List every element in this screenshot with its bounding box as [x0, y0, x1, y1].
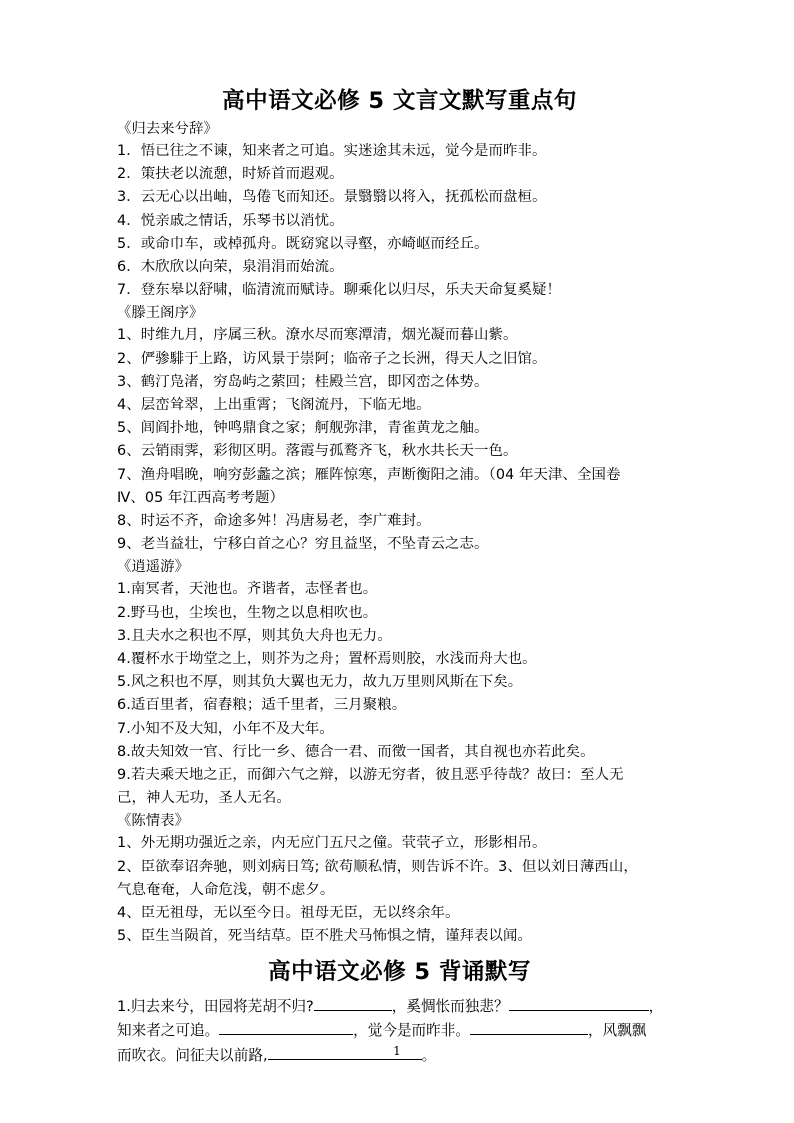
text-line: 2.野马也，尘埃也，生物之以息相吹也。: [117, 604, 378, 621]
text-line: 7.小知不及大知，小年不及大年。: [117, 720, 334, 737]
text-line: 气息奄奄，人命危浅，朝不虑夕。: [117, 881, 335, 898]
answer-blank[interactable]: [314, 995, 392, 1011]
section-heading: 《滕王阁序》: [117, 305, 204, 322]
text-line: 1、时维九月，序属三秋。潦水尽而寒潭清，烟光凝而暮山紫。: [117, 327, 518, 344]
exercise-row: [117, 995, 682, 1020]
exercise-row: [117, 1019, 682, 1044]
section-tengwanggexu: [117, 302, 682, 556]
exercise-text: ，: [648, 997, 664, 1015]
text-line: 2．策扶老以流憩，时矫首而遐观。: [117, 166, 344, 183]
exercise-title: 高中语文必修 5 背诵默写: [268, 958, 531, 985]
section-heading: 《归去来兮辞》: [117, 121, 218, 137]
text-line: 2、臣欲奉诏奔驰，则刘病日笃; 欲苟顺私情，则告诉不许。3、但以刘日薄西山，: [117, 858, 638, 875]
text-line: 5．或命巾车，或棹孤舟。既窈窕以寻壑，亦崎岖而经丘。: [117, 235, 489, 252]
text-line: 6.适百里者，宿舂粮；适千里者，三月聚粮。: [117, 697, 407, 714]
text-line: 5、臣生当陨首，死当结草。臣不胜犬马怖惧之情，谨拜表以闻。: [117, 928, 532, 945]
text-line: 1.南冥者，天池也。齐谐者，志怪者也。: [117, 581, 378, 598]
text-line: 4、层峦耸翠，上出重霄；飞阁流丹，下临无地。: [117, 397, 431, 414]
text-line: 7．登东皋以舒啸，临清流而赋诗。聊乘化以归尽，乐夫天命复奚疑！: [117, 282, 561, 299]
text-line: 4.覆杯水于坳堂之上，则芥为之舟；置杯焉则胶，水浅而舟大也。: [117, 651, 537, 668]
section-guiqulaixici: [117, 118, 682, 302]
document-title: 高中语文必修 5 文言文默写重点句: [222, 88, 577, 114]
document-page: [117, 84, 682, 1068]
section-chenqingbiao: [117, 810, 682, 948]
text-line: 3.且夫水之积也不厚，则其负大舟也无力。: [117, 627, 392, 644]
answer-blank[interactable]: [470, 1019, 588, 1035]
text-line: 6、云销雨霁，彩彻区明。落霞与孤鹜齐飞，秋水共长天一色。: [117, 443, 518, 460]
text-line: 2、俨骖騑于上路，访风景于崇阿；临帝子之长洲，得天人之旧馆。: [117, 350, 547, 367]
text-line: Ⅳ、05 年江西高考考题）: [117, 489, 284, 506]
exercise-text: ，觉今是而昨非。: [353, 1022, 470, 1039]
answer-blank[interactable]: [219, 1019, 353, 1035]
text-line: 4、臣无祖母，无以至今日。祖母无臣，无以终余年。: [117, 905, 460, 922]
text-line: 9、老当益壮，宁移白首之心？穷且益坚，不坠青云之志。: [117, 536, 489, 553]
text-line: 6．木欣欣以向荣，泉涓涓而始流。: [117, 259, 344, 276]
text-line: 1．悟已往之不谏，知来者之可追。实迷途其未远，觉今是而昨非。: [117, 143, 547, 159]
text-line: 3．云无心以出岫，鸟倦飞而知还。景翳翳以将入，抚孤松而盘桓。: [117, 189, 547, 206]
exercise-text: 而吹衣。问征夫以前路,: [117, 1046, 268, 1064]
text-line: 8.故夫知效一官、行比一乡、德合一君、而徵一国者，其自视也亦若此矣。: [117, 743, 595, 760]
text-line: 9.若夫乘天地之正，而御六气之辩，以游无穷者，彼且恶乎待哉？故曰：至人无: [117, 767, 624, 784]
exercise-text: ，奚惆怅而独悲？: [391, 997, 509, 1015]
text-line: 7、渔舟唱晚，响穷彭蠡之滨；雁阵惊寒，声断衡阳之浦。（04 年天津、全国卷: [117, 466, 621, 483]
text-line: 1、外无期功强近之亲，内无应门五尺之僮。茕茕孑立，形影相吊。: [117, 835, 547, 852]
section-heading: 《陈情表》: [117, 813, 189, 830]
exercise-text: 。: [421, 1046, 437, 1064]
text-line: 3、鹤汀凫渚，穷岛屿之萦回；桂殿兰宫，即冈峦之体势。: [117, 373, 489, 390]
exercise-text: ，风飘飘: [587, 1022, 647, 1039]
answer-blank[interactable]: [509, 995, 649, 1011]
exercise-text: 1.归去来兮，田园将芜胡不归?: [117, 997, 314, 1015]
exercise-text: 知来者之可追。: [117, 1022, 220, 1039]
text-line: 8、时运不齐，命途多舛！冯唐易老，李广难封。: [117, 513, 431, 530]
page-number: 1: [393, 1044, 401, 1058]
text-line: 4．悦亲戚之情话，乐琴书以消忧。: [117, 212, 344, 229]
text-line: 5.风之积也不厚，则其负大翼也无力，故九万里则风斯在下矣。: [117, 674, 523, 691]
text-line: 5、闾阎扑地，钟鸣鼎食之家；舸舰弥津，青雀黄龙之舳。: [117, 420, 489, 437]
text-line: 己，神人无功，圣人无名。: [117, 790, 291, 807]
section-heading: 《逍遥游》: [117, 559, 189, 576]
section-xiaoyaoyou: [117, 556, 682, 810]
